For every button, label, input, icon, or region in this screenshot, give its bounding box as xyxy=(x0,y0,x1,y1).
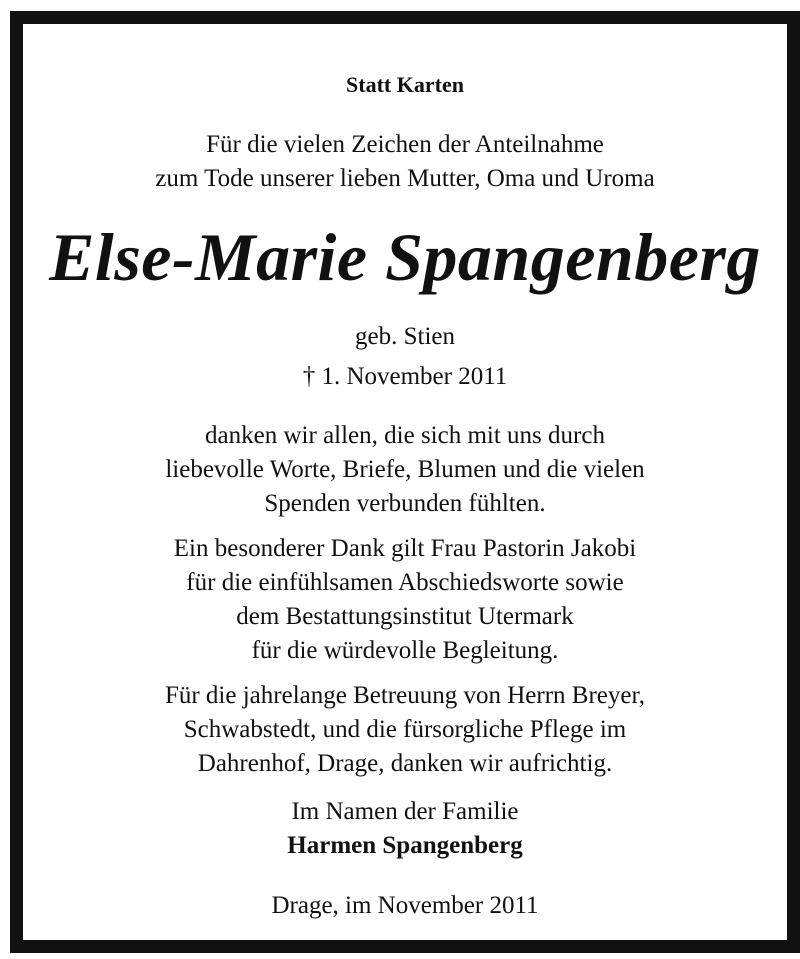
paragraph-1-line: liebevolle Worte, Briefe, Blumen und die vielen xyxy=(165,456,645,483)
signature-line: Im Namen der Familie xyxy=(291,798,519,825)
paragraph-2-line: für die einfühlsamen Abschiedsworte sowie xyxy=(186,569,624,596)
paragraph-2-line: dem Bestattungsinstitut Utermark xyxy=(236,603,574,630)
birth-name: geb. Stien xyxy=(355,323,455,350)
paragraph-1-line: danken wir allen, die sich mit uns durch xyxy=(205,422,605,449)
paragraph-2-line: für die würdevolle Begleitung. xyxy=(251,637,559,664)
deceased-name: Else-Marie Spangenberg xyxy=(49,219,761,295)
death-date: † 1. November 2011 xyxy=(302,363,508,390)
paragraph-3-line: Für die jahrelange Betreuung von Herrn Breyer, xyxy=(164,682,646,709)
heading: Statt Karten xyxy=(346,72,464,97)
intro-line: Für die vielen Zeichen der Anteilnahme xyxy=(206,131,604,158)
intro-line: zum Tode unserer lieben Mutter, Oma und Uroma xyxy=(155,165,655,192)
paragraph-3-line: Dahrenhof, Drage, danken wir aufrichtig. xyxy=(197,750,613,777)
paragraph-1-line: Spenden verbunden fühlten. xyxy=(264,490,546,517)
notice-border xyxy=(10,11,800,953)
signature-name: Harmen Spangenberg xyxy=(287,832,523,859)
paragraph-2-line: Ein besonderer Dank gilt Frau Pastorin Jakobi xyxy=(173,535,637,562)
place-date: Drage, im November 2011 xyxy=(271,892,539,919)
paragraph-3-line: Schwabstedt, und die fürsorgliche Pflege im xyxy=(183,716,627,743)
